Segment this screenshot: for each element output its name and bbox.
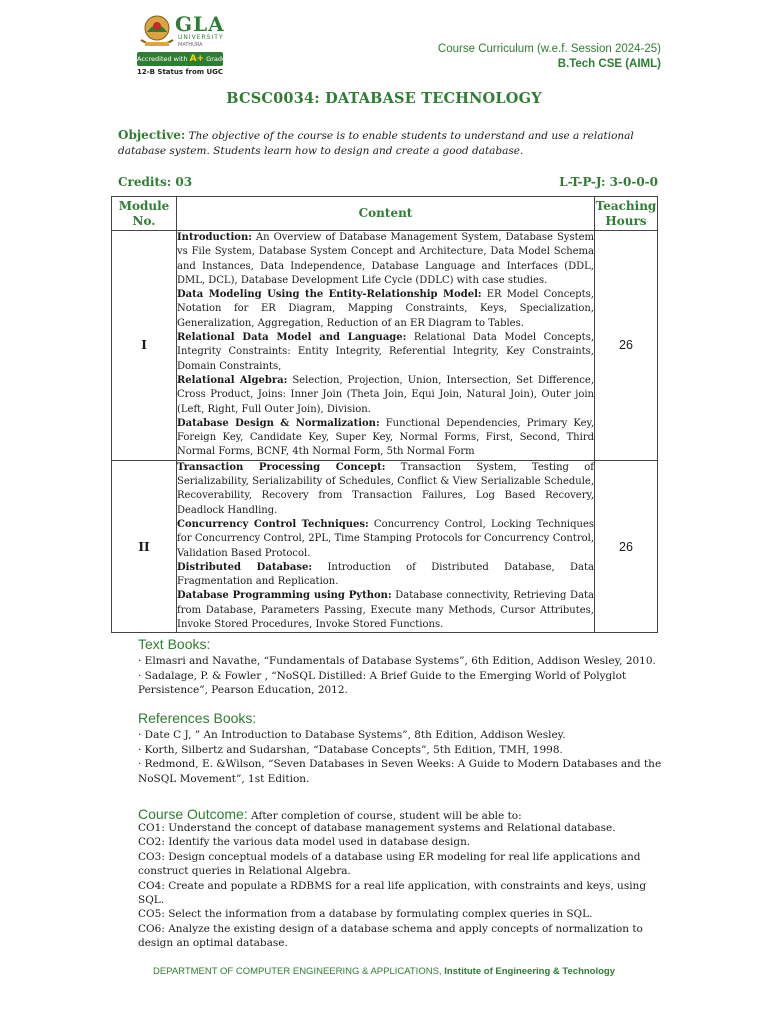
list-item: CO3: Design conceptual models of a database using ER modeling for real life applications and construct queries in Relational Algebra. <box>138 850 641 878</box>
objective-paragraph <box>118 128 658 158</box>
topic-text: Transaction System, Testing of Serializability, Serializability of Schedules, Conflict & View Serializable Schedule, Recoverability, Recovery from Transaction Failures, Log Based Recovery, Deadlock Handling. <box>177 461 594 516</box>
topic-title: Data Modeling Using the Entity-Relationship Model: <box>177 289 482 301</box>
topic-text: Database connectivity, Retrieving Data from Database, Parameters Passing, Execute many Methods, Cursor Attributes, Invoke Stored Procedures, Invoke Stored Functions. <box>177 590 594 631</box>
header-module: Module No. <box>112 197 177 231</box>
topic-title: Database Design & Normalization: <box>177 417 380 429</box>
topic-text: Functional Dependencies, Primary Key, Foreign Key, Candidate Key, Super Key, Normal Forms, First, Second, Third Normal Forms, BCNF, 4th Normal Form, 5th Normal Form <box>177 417 595 458</box>
program-name: B.Tech CSE (AIML) <box>557 58 661 70</box>
table-row <box>112 231 658 461</box>
university-crest-icon <box>137 14 177 50</box>
ugc-status: 12-B Status from UGC <box>137 68 224 76</box>
list-item: · Redmond, E. &Wilson, “Seven Databases in Seven Weeks: A Guide to Modern Databases and the NoSQL Movement”, 1st Edition. <box>138 758 662 785</box>
header-content: Content <box>177 197 595 231</box>
topic-title: Distributed Database: <box>177 561 313 573</box>
text-books-heading: Text Books: <box>138 636 211 652</box>
objective-label: Objective: <box>118 128 186 142</box>
module-number: I <box>112 231 177 461</box>
ltpj: L-T-P-J: 3-0-0-0 <box>559 175 658 189</box>
topic-title: Database Programming using Python: <box>177 590 392 602</box>
list-item: · Korth, Silbertz and Sudarshan, “Database Concepts”, 5th Edition, TMH, 1998. <box>138 743 563 756</box>
module-number: II <box>112 460 177 633</box>
list-item: CO6: Analyze the existing design of a database schema and apply concepts of normalization to design an optimal database. <box>138 922 643 950</box>
list-item: CO2: Identify the various data model used in database design. <box>138 836 471 849</box>
logo-subtitle: UNIVERSITY <box>178 34 224 41</box>
logo-name: GLA <box>175 12 225 36</box>
list-item: CO5: Select the information from a database by formulating complex queries in SQL. <box>138 908 593 921</box>
list-item: · Sadalage, P. & Fowler , “NoSQL Distilled: A Brief Guide to the Emerging World of Polyglot Persistence”, Pearson Education, 2012. <box>138 669 627 696</box>
teaching-hours: 26 <box>595 231 658 461</box>
table-row <box>112 460 658 633</box>
topic-title: Relational Data Model and Language: <box>177 332 407 344</box>
course-outcome-heading: Course Outcome: <box>138 806 248 822</box>
topic-text: ER Model Concepts, Notation for ER Diagram, Mapping Constraints, Keys, Specialization, Generalization, Aggregation, Reduction of an ER Diagram to Tables. <box>177 289 594 329</box>
syllabus-table <box>111 196 658 633</box>
topic-text: Relational Data Model Concepts, Integrity Constraints: Entity Integrity, Referential Integrity, Key Constraints, Domain Constraints, <box>177 332 595 372</box>
course-title: BCSC0034: DATABASE TECHNOLOGY <box>226 90 542 107</box>
credits: Credits: 03 <box>118 175 193 189</box>
reference-books-list <box>138 728 668 786</box>
topic-title: Relational Algebra: <box>177 374 288 386</box>
topic-text: Selection, Projection, Union, Intersection, Set Difference, Cross Product, Joins: Inner Join (Theta Join, Equi Join, Natural Join), Outer join (Left, Right, Full Outer Join), Division. <box>177 374 594 415</box>
header-hours: Teaching Hours <box>595 197 658 231</box>
table-header-row <box>112 197 658 231</box>
module-content <box>177 231 595 461</box>
objective-text: The objective of the course is to enable students to understand and use a relational database system. Students learn how to design and create a good database. <box>118 130 634 157</box>
topic-title: Introduction: <box>177 232 252 243</box>
topic-title: Concurrency Control Techniques: <box>177 518 369 530</box>
course-outcome-list <box>138 821 668 951</box>
course-outcome-intro: After completion of course, student will be able to: <box>247 810 522 822</box>
module-content <box>177 460 595 633</box>
text-books-list <box>138 654 668 698</box>
logo-place: MATHURA <box>178 42 203 48</box>
list-item: · Elmasri and Navathe, “Fundamentals of Database Systems”, 6th Edition, Addison Wesley, 2010. <box>138 655 656 667</box>
page-footer <box>0 966 768 977</box>
footer-institute: Institute of Engineering & Technology <box>444 966 616 977</box>
teaching-hours: 26 <box>595 460 658 633</box>
topic-title: Transaction Processing Concept: <box>177 461 386 473</box>
naac-badge: Accredited with A+ Grade by NAAC <box>137 54 257 64</box>
list-item: CO4: Create and populate a RDBMS for a real life application, with constraints and keys, using SQL. <box>138 879 647 907</box>
topic-text: Introduction of Distributed Database, Data Fragmentation and Replication. <box>177 561 594 588</box>
list-item: CO1: Understand the concept of database management systems and Relational database. <box>138 822 616 834</box>
topic-text: An Overview of Database Management System, Database System vs File System, Database System Concept and Architecture, Data Model Schema and Instances, Data Independence, Database Language and Interfaces (DDL, DML, DCL), Database Development Life Cycle (DDLC) with case studies. <box>177 232 594 286</box>
university-logo <box>137 12 257 78</box>
footer-department: DEPARTMENT OF COMPUTER ENGINEERING & APPLICATIONS, <box>152 966 445 977</box>
reference-books-heading: References Books: <box>138 710 257 726</box>
header-info <box>438 42 661 72</box>
list-item: · Date C J, ” An Introduction to Database Systems”, 8th Edition, Addison Wesley. <box>138 729 566 741</box>
curriculum-session: Course Curriculum (w.e.f. Session 2024-25) <box>437 43 661 55</box>
topic-text: Concurrency Control, Locking Techniques for Concurrency Control, 2PL, Time Stamping Protocols for Concurrency Control, Validation Based Protocol. <box>177 518 594 559</box>
